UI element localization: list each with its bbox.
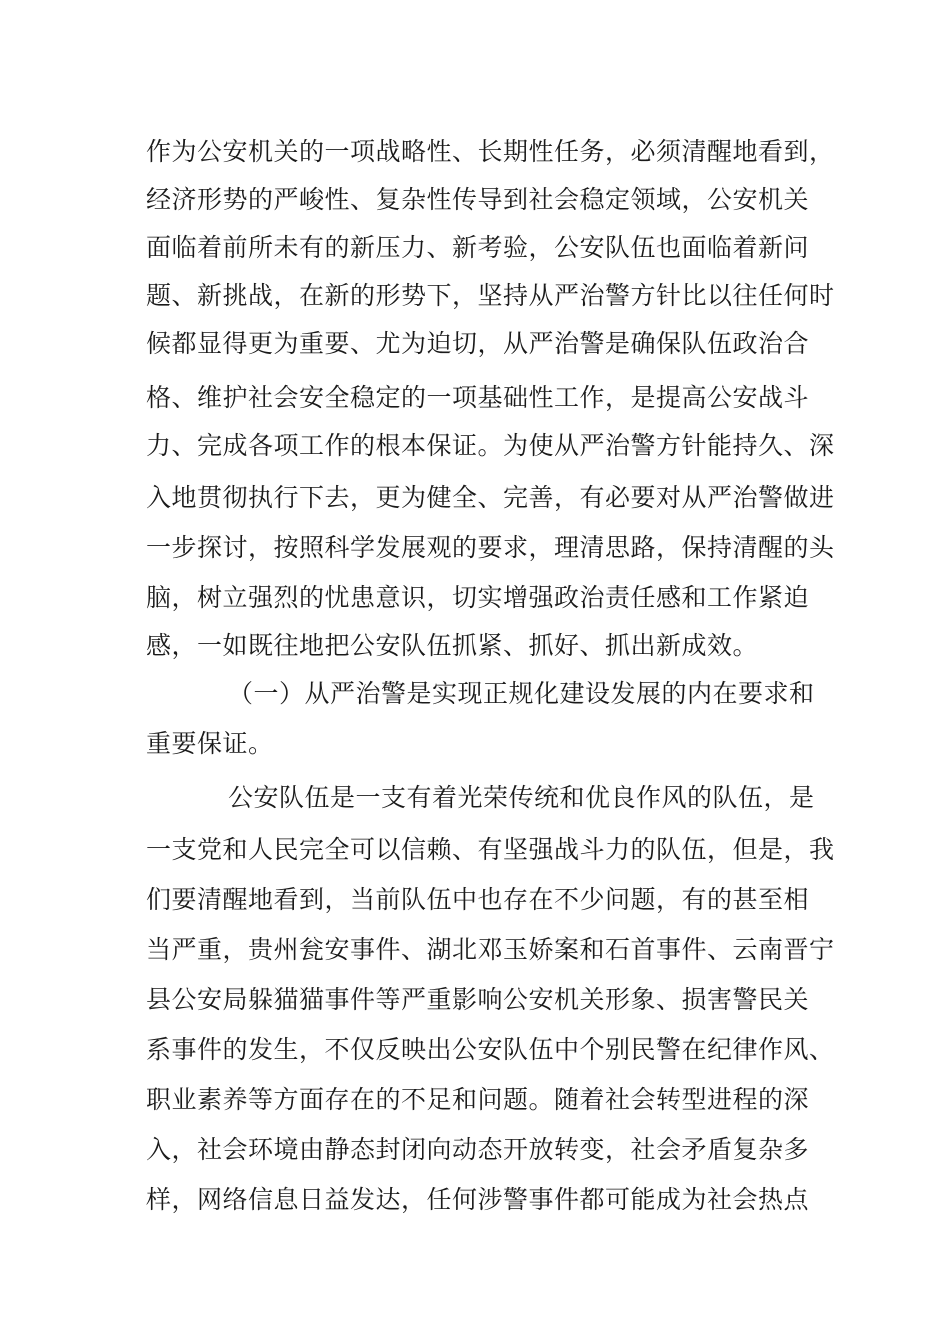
text-line: 样，网络信息日益发达，任何涉警事件都可能成为社会热点 xyxy=(146,1185,810,1214)
text-line: 脑，树立强烈的忧患意识，切实增强政治责任感和工作紧迫 xyxy=(146,583,810,612)
text-line: 格、维护社会安全稳定的一项基础性工作，是提高公安战斗 xyxy=(146,383,810,412)
text-line: 系事件的发生，不仅反映出公安队伍中个别民警在纪律作风、 xyxy=(146,1035,835,1064)
text-line: 候都显得更为重要、尤为迫切，从严治警是确保队伍政治合 xyxy=(146,329,810,358)
section-heading: （一）从严治警是实现正规化建设发展的内在要求和 xyxy=(228,679,815,708)
text-line: 面临着前所未有的新压力、新考验，公安队伍也面临着新问 xyxy=(146,233,810,262)
text-line: 入地贯彻执行下去，更为健全、完善，有必要对从严治警做进 xyxy=(146,483,835,512)
text-line: 题、新挑战，在新的形势下，坚持从严治警方针比以往任何时 xyxy=(146,281,835,310)
text-line: 公安队伍是一支有着光荣传统和优良作风的队伍，是 xyxy=(228,783,815,812)
text-line: 们要清醒地看到，当前队伍中也存在不少问题，有的甚至相 xyxy=(146,885,810,914)
text-line: 职业素养等方面存在的不足和问题。随着社会转型进程的深 xyxy=(146,1085,810,1114)
text-line: 县公安局躲猫猫事件等严重影响公安机关形象、损害警民关 xyxy=(146,985,810,1014)
section-heading: 重要保证。 xyxy=(146,729,274,758)
text-line: 一支党和人民完全可以信赖、有坚强战斗力的队伍，但是，我 xyxy=(146,835,835,864)
text-line: 一步探讨，按照科学发展观的要求，理清思路，保持清醒的头 xyxy=(146,533,835,562)
text-line: 经济形势的严峻性、复杂性传导到社会稳定领域，公安机关 xyxy=(146,185,810,214)
text-line: 作为公安机关的一项战略性、长期性任务，必须清醒地看到， xyxy=(146,137,835,166)
text-line: 感，一如既往地把公安队伍抓紧、抓好、抓出新成效。 xyxy=(146,631,759,660)
text-line: 当严重，贵州瓮安事件、湖北邓玉娇案和石首事件、云南晋宁 xyxy=(146,935,835,964)
text-line: 入，社会环境由静态封闭向动态开放转变，社会矛盾复杂多 xyxy=(146,1135,810,1164)
text-line: 力、完成各项工作的根本保证。为使从严治警方针能持久、深 xyxy=(146,431,835,460)
